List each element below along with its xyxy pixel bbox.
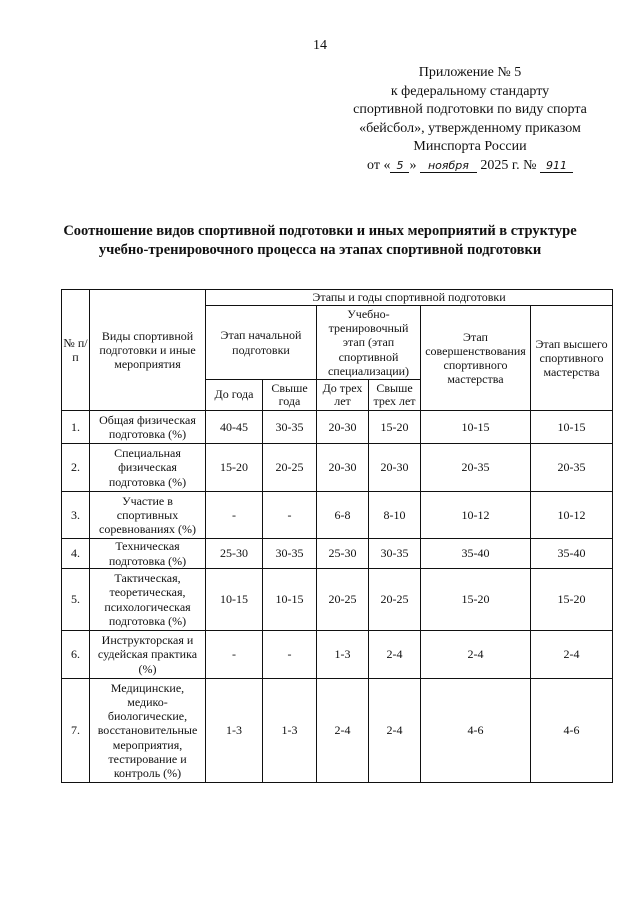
cell: 30-35 bbox=[263, 539, 317, 569]
handwritten-month: ноября bbox=[420, 159, 477, 173]
header-training-sub1: До трех лет bbox=[317, 380, 369, 411]
header-kind: Виды спортивной подготовки и иные мероприятия bbox=[90, 290, 206, 411]
cell: 20-35 bbox=[421, 444, 531, 492]
cell: 20-30 bbox=[317, 444, 369, 492]
cell: 15-20 bbox=[531, 569, 613, 631]
cell: 20-25 bbox=[317, 569, 369, 631]
table-row bbox=[62, 444, 613, 492]
cell: 25-30 bbox=[206, 539, 263, 569]
cell: 2-4 bbox=[421, 631, 531, 679]
row-name: Медицинские, медико-биологические, восстановительные мероприятия, тестирование и контроль (%) bbox=[90, 679, 206, 783]
header-highest-stage: Этап высшего спортивного мастерства bbox=[531, 306, 613, 411]
cell: 4-6 bbox=[421, 679, 531, 783]
cell: 35-40 bbox=[531, 539, 613, 569]
cell: 10-12 bbox=[531, 492, 613, 539]
row-num: 7. bbox=[62, 679, 90, 783]
header-training-sub2: Свыше трех лет bbox=[369, 380, 421, 411]
document-title: Соотношение видов спортивной подготовки и иных мероприятий в структуре учебно-тренировочного процесса на этапах спортивной подготовки bbox=[63, 223, 577, 258]
header-initial-sub2: Свыше года bbox=[263, 380, 317, 411]
cell: - bbox=[263, 631, 317, 679]
appendix-line: «бейсбол», утвержденному приказом bbox=[359, 120, 581, 136]
row-num: 5. bbox=[62, 569, 90, 631]
cell: 2-4 bbox=[369, 679, 421, 783]
training-structure-table bbox=[61, 289, 613, 783]
cell: 2-4 bbox=[531, 631, 613, 679]
cell: 10-15 bbox=[421, 411, 531, 444]
cell: 8-10 bbox=[369, 492, 421, 539]
cell: 4-6 bbox=[531, 679, 613, 783]
header-stages-group: Этапы и годы спортивной подготовки bbox=[206, 290, 613, 306]
order-date-line bbox=[330, 157, 610, 176]
cell: 6-8 bbox=[317, 492, 369, 539]
cell: 20-30 bbox=[369, 444, 421, 492]
date-prefix: от « bbox=[367, 157, 391, 173]
row-name: Тактическая, теоретическая, психологическая подготовка (%) bbox=[90, 569, 206, 631]
appendix-line: Минспорта России bbox=[413, 139, 527, 154]
cell: 10-15 bbox=[206, 569, 263, 631]
cell: 2-4 bbox=[317, 679, 369, 783]
header-initial-sub1: До года bbox=[206, 380, 263, 411]
row-name: Инструкторская и судейская практика (%) bbox=[90, 631, 206, 679]
cell: 1-3 bbox=[263, 679, 317, 783]
table-row bbox=[62, 411, 613, 444]
row-name: Техническая подготовка (%) bbox=[90, 539, 206, 569]
row-name: Общая физическая подготовка (%) bbox=[90, 411, 206, 444]
handwritten-order-number: 911 bbox=[540, 159, 573, 173]
table-row bbox=[62, 492, 613, 539]
cell: 2-4 bbox=[369, 631, 421, 679]
appendix-line: Приложение № 5 bbox=[418, 65, 522, 80]
cell: 10-12 bbox=[421, 492, 531, 539]
cell: 15-20 bbox=[421, 569, 531, 631]
cell: 30-35 bbox=[263, 411, 317, 444]
header-num: № п/п bbox=[62, 290, 90, 411]
date-year: 2025 г. № bbox=[480, 157, 537, 173]
cell: 1-3 bbox=[206, 679, 263, 783]
cell: 30-35 bbox=[369, 539, 421, 569]
date-mid: » bbox=[409, 157, 417, 173]
cell: 1-3 bbox=[317, 631, 369, 679]
cell: 20-30 bbox=[317, 411, 369, 444]
appendix-block bbox=[330, 64, 610, 175]
row-name: Специальная физическая подготовка (%) bbox=[90, 444, 206, 492]
cell: 35-40 bbox=[421, 539, 531, 569]
cell: 15-20 bbox=[369, 411, 421, 444]
table-row bbox=[62, 631, 613, 679]
row-num: 2. bbox=[62, 444, 90, 492]
appendix-line: к федеральному стандарту bbox=[390, 83, 550, 99]
cell: - bbox=[206, 492, 263, 539]
cell: 20-25 bbox=[369, 569, 421, 631]
cell: 15-20 bbox=[206, 444, 263, 492]
row-num: 1. bbox=[62, 411, 90, 444]
row-num: 4. bbox=[62, 539, 90, 569]
row-num: 6. bbox=[62, 631, 90, 679]
table-row bbox=[62, 539, 613, 569]
header-improvement-stage: Этап совершенствования спортивного мастерства bbox=[421, 306, 531, 411]
cell: - bbox=[263, 492, 317, 539]
row-num: 3. bbox=[62, 492, 90, 539]
handwritten-day: 5 bbox=[390, 159, 409, 173]
header-initial-stage: Этап начальной подготовки bbox=[206, 306, 317, 380]
cell: 25-30 bbox=[317, 539, 369, 569]
cell: 10-15 bbox=[531, 411, 613, 444]
table-row bbox=[62, 569, 613, 631]
cell: 10-15 bbox=[263, 569, 317, 631]
cell: 20-25 bbox=[263, 444, 317, 492]
table-row bbox=[62, 679, 613, 783]
cell: - bbox=[206, 631, 263, 679]
page-number: 14 bbox=[313, 38, 327, 53]
cell: 40-45 bbox=[206, 411, 263, 444]
cell: 20-35 bbox=[531, 444, 613, 492]
appendix-line: спортивной подготовки по виду спорта bbox=[353, 102, 587, 117]
header-training-stage: Учебно-тренировочный этап (этап спортивной специализации) bbox=[317, 306, 421, 380]
row-name: Участие в спортивных соревнованиях (%) bbox=[90, 492, 206, 539]
